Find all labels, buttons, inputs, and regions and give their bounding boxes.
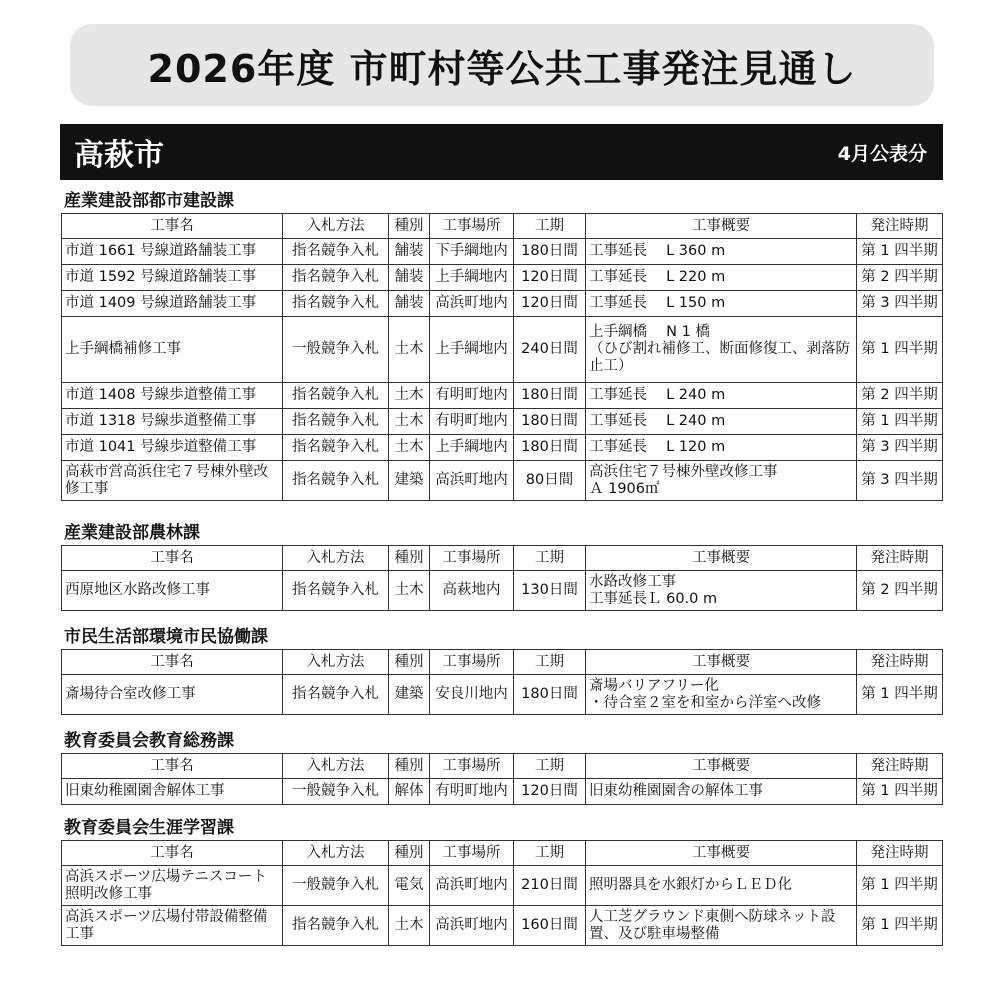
table-row bbox=[62, 383, 943, 409]
table-row bbox=[62, 409, 943, 435]
work-type: 土木 bbox=[389, 317, 430, 383]
order-timing: 第 3 四半期 bbox=[857, 461, 943, 501]
city-banner bbox=[60, 124, 943, 180]
col-header-summary: 工事概要 bbox=[586, 214, 857, 239]
bid-method: 一般競争入札 bbox=[283, 866, 389, 906]
work-type: 電気 bbox=[389, 866, 430, 906]
order-timing: 第 1 四半期 bbox=[857, 866, 943, 906]
col-header-summary: 工事概要 bbox=[586, 841, 857, 866]
work-name: 市道 1041 号線歩道整備工事 bbox=[62, 435, 283, 461]
work-location: 上手綱地内 bbox=[430, 435, 514, 461]
col-header-period: 工期 bbox=[514, 546, 586, 571]
table-row bbox=[62, 906, 943, 946]
work-period: 130日間 bbox=[514, 571, 586, 611]
work-summary: 工事延長 L 120 m bbox=[586, 435, 857, 461]
work-period: 180日間 bbox=[514, 435, 586, 461]
table-row bbox=[62, 866, 943, 906]
work-type: 舗装 bbox=[389, 239, 430, 265]
order-timing: 第 1 四半期 bbox=[857, 239, 943, 265]
bid-method: 指名競争入札 bbox=[283, 265, 389, 291]
bid-method: 指名競争入札 bbox=[283, 435, 389, 461]
title-box bbox=[70, 24, 934, 106]
col-header-timing: 発注時期 bbox=[857, 214, 943, 239]
section-norin bbox=[60, 521, 943, 611]
table-row bbox=[62, 291, 943, 317]
work-period: 240日間 bbox=[514, 317, 586, 383]
work-location: 上手綱地内 bbox=[430, 317, 514, 383]
col-header-period: 工期 bbox=[514, 214, 586, 239]
work-summary: 工事延長 L 240 m bbox=[586, 383, 857, 409]
bid-method: 指名競争入札 bbox=[283, 675, 389, 715]
col-header-location: 工事場所 bbox=[430, 214, 514, 239]
work-summary: 水路改修工事 工事延長Ｌ 60.0 m bbox=[586, 571, 857, 611]
table-row bbox=[62, 461, 943, 501]
work-name: 西原地区水路改修工事 bbox=[62, 571, 283, 611]
work-name: 市道 1409 号線道路舗装工事 bbox=[62, 291, 283, 317]
table-row bbox=[62, 675, 943, 715]
work-name: 上手綱橋補修工事 bbox=[62, 317, 283, 383]
order-timing: 第 3 四半期 bbox=[857, 291, 943, 317]
header-row bbox=[62, 841, 943, 866]
work-type: 建築 bbox=[389, 461, 430, 501]
work-period: 120日間 bbox=[514, 291, 586, 317]
header-row bbox=[62, 754, 943, 779]
table-row bbox=[62, 435, 943, 461]
works-table bbox=[61, 213, 943, 501]
col-header-name: 工事名 bbox=[62, 754, 283, 779]
work-summary: 工事延長 L 360 m bbox=[586, 239, 857, 265]
table-row bbox=[62, 265, 943, 291]
col-header-method: 入札方法 bbox=[283, 754, 389, 779]
header-row bbox=[62, 546, 943, 571]
col-header-type: 種別 bbox=[389, 841, 430, 866]
order-timing: 第 1 四半期 bbox=[857, 906, 943, 946]
work-name: 高浜スポーツ広場付帯設備整備工事 bbox=[62, 906, 283, 946]
bid-method: 一般競争入札 bbox=[283, 779, 389, 805]
work-location: 高浜町地内 bbox=[430, 291, 514, 317]
section-title: 教育委員会生涯学習課 bbox=[64, 818, 234, 838]
col-header-name: 工事名 bbox=[62, 841, 283, 866]
work-period: 120日間 bbox=[514, 265, 586, 291]
table-row bbox=[62, 317, 943, 383]
work-location: 安良川地内 bbox=[430, 675, 514, 715]
work-name: 市道 1318 号線歩道整備工事 bbox=[62, 409, 283, 435]
work-period: 80日間 bbox=[514, 461, 586, 501]
work-location: 高浜町地内 bbox=[430, 906, 514, 946]
col-header-method: 入札方法 bbox=[283, 546, 389, 571]
work-summary: 旧東幼稚園園舎の解体工事 bbox=[586, 779, 857, 805]
table-row bbox=[62, 779, 943, 805]
works-table bbox=[61, 545, 943, 611]
col-header-name: 工事名 bbox=[62, 650, 283, 675]
work-summary: 照明器具を水銀灯からＬＥＤ化 bbox=[586, 866, 857, 906]
work-period: 180日間 bbox=[514, 409, 586, 435]
work-type: 舗装 bbox=[389, 265, 430, 291]
work-location: 高浜町地内 bbox=[430, 461, 514, 501]
works-table bbox=[61, 649, 943, 715]
bid-method: 指名競争入札 bbox=[283, 239, 389, 265]
work-summary: 工事延長 L 220 m bbox=[586, 265, 857, 291]
work-name: 市道 1408 号線歩道整備工事 bbox=[62, 383, 283, 409]
section-kyoiku-somu bbox=[60, 729, 943, 805]
work-location: 有明町地内 bbox=[430, 383, 514, 409]
work-summary: 工事延長 L 150 m bbox=[586, 291, 857, 317]
work-location: 有明町地内 bbox=[430, 409, 514, 435]
section-toshi-kensetsu bbox=[60, 189, 943, 501]
col-header-type: 種別 bbox=[389, 214, 430, 239]
bid-method: 指名競争入札 bbox=[283, 409, 389, 435]
page-title: 2026年度 市町村等公共工事発注見通し bbox=[147, 46, 857, 91]
order-timing: 第 1 四半期 bbox=[857, 317, 943, 383]
work-location: 下手綱地内 bbox=[430, 239, 514, 265]
col-header-timing: 発注時期 bbox=[857, 650, 943, 675]
work-summary: 斎場バリアフリー化 ・待合室２室を和室から洋室へ改修 bbox=[586, 675, 857, 715]
work-type: 解体 bbox=[389, 779, 430, 805]
work-period: 210日間 bbox=[514, 866, 586, 906]
work-name: 市道 1592 号線道路舗装工事 bbox=[62, 265, 283, 291]
work-summary: 高浜住宅７号棟外壁改修工事 Ａ 1906㎡ bbox=[586, 461, 857, 501]
work-location: 有明町地内 bbox=[430, 779, 514, 805]
work-period: 180日間 bbox=[514, 239, 586, 265]
work-type: 土木 bbox=[389, 435, 430, 461]
col-header-method: 入札方法 bbox=[283, 214, 389, 239]
work-type: 土木 bbox=[389, 571, 430, 611]
bid-method: 指名競争入札 bbox=[283, 383, 389, 409]
work-type: 建築 bbox=[389, 675, 430, 715]
work-period: 160日間 bbox=[514, 906, 586, 946]
work-location: 上手綱地内 bbox=[430, 265, 514, 291]
work-name: 斎場待合室改修工事 bbox=[62, 675, 283, 715]
order-timing: 第 2 四半期 bbox=[857, 265, 943, 291]
work-summary: 人工芝グラウンド東側へ防球ネット設置、及び駐車場整備 bbox=[586, 906, 857, 946]
work-name: 高萩市営高浜住宅７号棟外壁改修工事 bbox=[62, 461, 283, 501]
published-label: 4月公表分 bbox=[837, 142, 927, 165]
work-type: 土木 bbox=[389, 409, 430, 435]
work-name: 市道 1661 号線道路舗装工事 bbox=[62, 239, 283, 265]
col-header-summary: 工事概要 bbox=[586, 650, 857, 675]
work-summary: 上手綱橋 N 1 橋 （ひび割れ補修工、断面修復工、剥落防止工） bbox=[586, 317, 857, 383]
section-title: 教育委員会教育総務課 bbox=[64, 731, 234, 751]
col-header-period: 工期 bbox=[514, 650, 586, 675]
bid-method: 一般競争入札 bbox=[283, 317, 389, 383]
work-name: 高浜スポーツ広場テニスコート照明改修工事 bbox=[62, 866, 283, 906]
section-title: 市民生活部環境市民協働課 bbox=[64, 627, 268, 647]
table-row bbox=[62, 239, 943, 265]
bid-method: 指名競争入札 bbox=[283, 906, 389, 946]
bid-method: 指名競争入札 bbox=[283, 291, 389, 317]
col-header-period: 工期 bbox=[514, 754, 586, 779]
col-header-location: 工事場所 bbox=[430, 546, 514, 571]
order-timing: 第 1 四半期 bbox=[857, 409, 943, 435]
work-type: 土木 bbox=[389, 383, 430, 409]
col-header-method: 入札方法 bbox=[283, 650, 389, 675]
col-header-timing: 発注時期 bbox=[857, 841, 943, 866]
bid-method: 指名競争入札 bbox=[283, 461, 389, 501]
section-title: 産業建設部都市建設課 bbox=[64, 191, 234, 211]
order-timing: 第 1 四半期 bbox=[857, 675, 943, 715]
work-location: 高浜町地内 bbox=[430, 866, 514, 906]
work-period: 180日間 bbox=[514, 383, 586, 409]
col-header-name: 工事名 bbox=[62, 214, 283, 239]
header-row bbox=[62, 650, 943, 675]
col-header-location: 工事場所 bbox=[430, 650, 514, 675]
work-summary: 工事延長 L 240 m bbox=[586, 409, 857, 435]
col-header-location: 工事場所 bbox=[430, 841, 514, 866]
order-timing: 第 2 四半期 bbox=[857, 571, 943, 611]
col-header-timing: 発注時期 bbox=[857, 546, 943, 571]
table-row bbox=[62, 571, 943, 611]
order-timing: 第 2 四半期 bbox=[857, 383, 943, 409]
section-shogai-gakushu bbox=[60, 816, 943, 946]
city-name: 高萩市 bbox=[74, 138, 164, 173]
col-header-method: 入札方法 bbox=[283, 841, 389, 866]
col-header-name: 工事名 bbox=[62, 546, 283, 571]
col-header-location: 工事場所 bbox=[430, 754, 514, 779]
col-header-type: 種別 bbox=[389, 650, 430, 675]
work-location: 高萩地内 bbox=[430, 571, 514, 611]
work-period: 180日間 bbox=[514, 675, 586, 715]
order-timing: 第 1 四半期 bbox=[857, 779, 943, 805]
work-type: 土木 bbox=[389, 906, 430, 946]
col-header-period: 工期 bbox=[514, 841, 586, 866]
work-type: 舗装 bbox=[389, 291, 430, 317]
work-name: 旧東幼稚園園舎解体工事 bbox=[62, 779, 283, 805]
section-kankyo bbox=[60, 625, 943, 715]
col-header-type: 種別 bbox=[389, 754, 430, 779]
work-period: 120日間 bbox=[514, 779, 586, 805]
col-header-timing: 発注時期 bbox=[857, 754, 943, 779]
bid-method: 指名競争入札 bbox=[283, 571, 389, 611]
works-table bbox=[61, 753, 943, 805]
col-header-summary: 工事概要 bbox=[586, 546, 857, 571]
col-header-type: 種別 bbox=[389, 546, 430, 571]
works-table bbox=[61, 840, 943, 946]
col-header-summary: 工事概要 bbox=[586, 754, 857, 779]
section-title: 産業建設部農林課 bbox=[64, 523, 200, 543]
header-row bbox=[62, 214, 943, 239]
order-timing: 第 3 四半期 bbox=[857, 435, 943, 461]
